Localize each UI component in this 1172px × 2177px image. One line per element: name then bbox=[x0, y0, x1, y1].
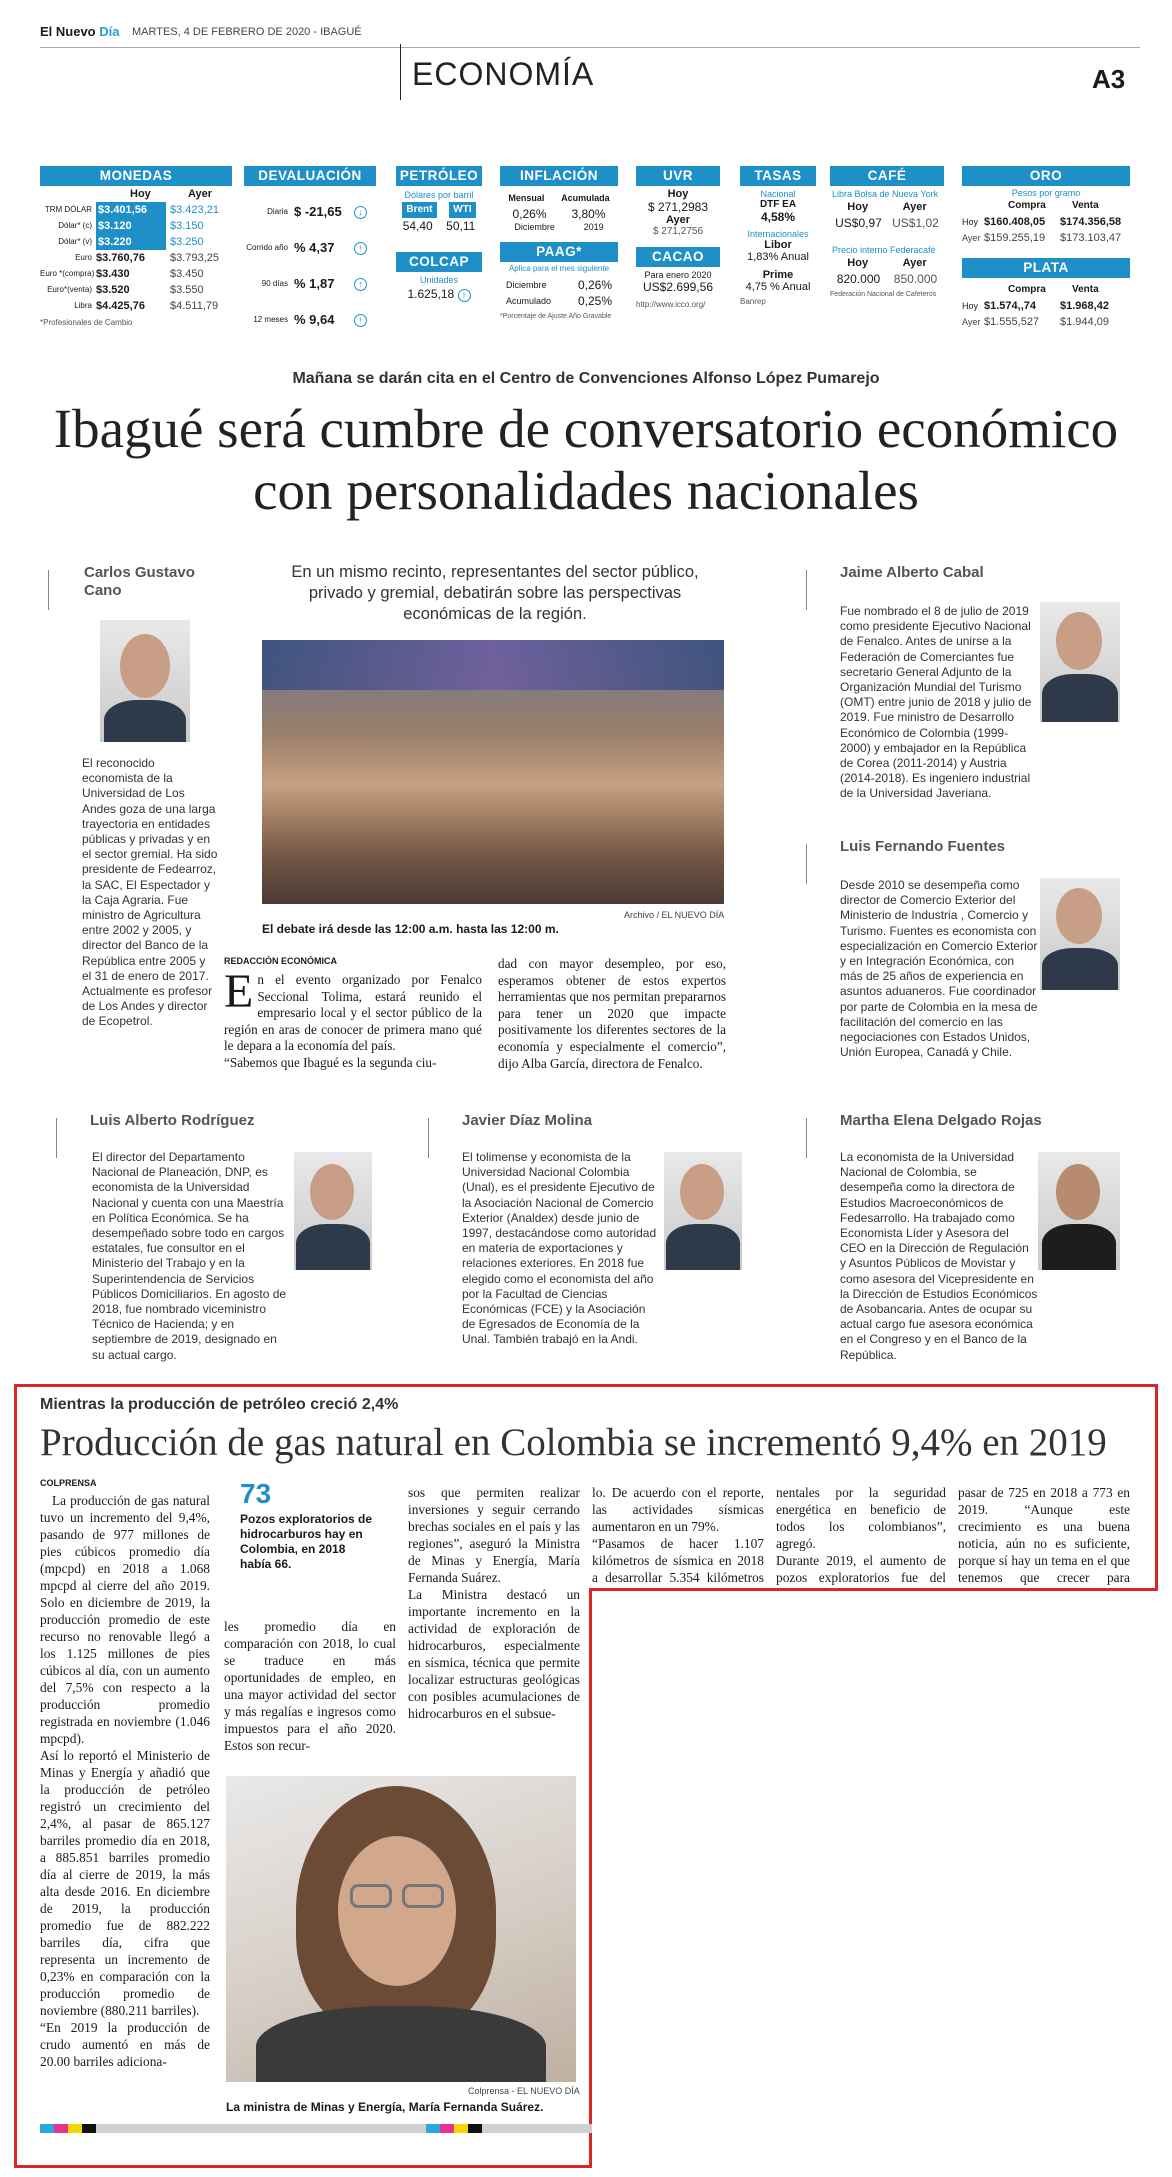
gas-col-4: lo. De acuerdo con el reporte, las actividades sísmicas aumentaron en un 79%. “Pasamos de hacer 1.107 kilómetros de sísmica en 2018 a desarrollar 5.354 kilómetros bbox=[592, 1485, 764, 1585]
monedas-row-hoy: $3.120 bbox=[96, 218, 166, 234]
monedas-row-hoy: $3.760,76 bbox=[96, 252, 145, 264]
cafe-ayer2-label: Ayer bbox=[902, 257, 927, 269]
cafe-hoy2-label: Hoy bbox=[847, 257, 869, 269]
cafe-ayer2: 850.000 bbox=[893, 272, 938, 286]
paag-r1: 0,26% bbox=[577, 278, 612, 292]
profile-name-delgado: Martha Elena Delgado Rojas bbox=[840, 1112, 1042, 1129]
cafe-panel bbox=[830, 166, 944, 352]
monedas-row bbox=[40, 234, 232, 250]
article-col-1-text: n el evento organizado por Fenalco Seccional Tolima, estará reunido el empresario local y el sector público de la región en aras de conocer de primera mano qué le depara a la economía del país. “Sabemos que Ibagué es la segunda ciu- bbox=[224, 972, 482, 1070]
brent-label: Brent bbox=[402, 202, 436, 218]
box-border-segment bbox=[592, 1588, 1158, 1591]
tasas-prime-label: Prime bbox=[762, 269, 794, 281]
cafe-hoy2: 820.000 bbox=[836, 272, 881, 286]
cafe-hoy-label: Hoy bbox=[847, 201, 869, 213]
newspaper-logo: El Nuevo Día bbox=[40, 24, 120, 39]
oro-hoy-venta: $174.356,58 bbox=[1060, 216, 1122, 228]
avatar-delgado bbox=[1038, 1152, 1120, 1270]
devaluacion-table bbox=[244, 186, 376, 338]
minister-photo-credit: Colprensa - EL NUEVO DÍA bbox=[468, 2086, 580, 2096]
plata-ayer-venta: $1.944,09 bbox=[1060, 316, 1109, 328]
tasas-libor-label: Libor bbox=[764, 239, 792, 251]
uvr-ayer: $ 271,2756 bbox=[652, 226, 704, 237]
page-number: A3 bbox=[1092, 64, 1126, 94]
profile-name-rodriguez: Luis Alberto Rodríguez bbox=[90, 1112, 255, 1129]
main-headline: Ibagué será cumbre de conversatorio económico con personalidades nacionales bbox=[53, 398, 1119, 521]
cafe-sub2: Precio interno Federacafé bbox=[832, 245, 936, 255]
gas-stat-text: Pozos exploratorios de hidrocarburos hay en Colombia, en 2018 había 66. bbox=[240, 1512, 373, 1571]
monedas-row-ayer: $4.511,79 bbox=[170, 300, 219, 312]
photo-credit: Archivo / EL NUEVO DÍA bbox=[624, 910, 725, 920]
oro-panel bbox=[962, 166, 1130, 352]
uvr-ayer-label: Ayer bbox=[665, 214, 691, 226]
monedas-row bbox=[40, 202, 232, 218]
devaluacion-row-value: % 1,87 bbox=[294, 276, 335, 291]
print-color-bar bbox=[40, 2124, 592, 2133]
inflacion-panel bbox=[500, 166, 618, 352]
inflacion-mensual: 0,26% bbox=[512, 207, 547, 221]
monedas-row-ayer: $3.793,25 bbox=[170, 252, 219, 264]
bracket-decoration bbox=[56, 1118, 70, 1158]
wti-label: WTI bbox=[449, 202, 475, 218]
inflacion-anio: 2019 bbox=[583, 222, 604, 232]
arrow-up-icon: ↑ bbox=[354, 314, 367, 327]
devaluacion-row-value: $ -21,65 bbox=[294, 204, 342, 219]
cafe-ayer: US$1,02 bbox=[892, 216, 939, 230]
paag-r2-label: Acumulado bbox=[506, 296, 552, 306]
oro-ayer-compra: $159.255,19 bbox=[984, 232, 1046, 244]
devaluacion-panel bbox=[244, 166, 376, 352]
profile-name-cabal: Jaime Alberto Cabal bbox=[840, 564, 984, 581]
petroleo-sub: Dólares por barril bbox=[404, 190, 474, 200]
inflacion-acumulada: 3,80% bbox=[571, 207, 606, 221]
bracket-decoration bbox=[806, 1118, 820, 1158]
paag-title: PAAG* bbox=[500, 242, 618, 262]
monedas-row-hoy: $3.220 bbox=[96, 234, 166, 250]
plata-ayer-compra: $1.555,527 bbox=[984, 316, 1040, 328]
colcap-title: COLCAP bbox=[396, 252, 482, 272]
monedas-row-label: Dólar* (c) bbox=[58, 221, 92, 230]
monedas-row bbox=[40, 218, 232, 234]
monedas-row-ayer: $3.150 bbox=[170, 220, 204, 232]
gas-col-2: les promedio día en comparación con 2018, lo cual se traduce en más oportunidades de empleo, en una mayor actividad del sector y más regalías e ingresos como impuestos para el año 2020. Estos son recur- bbox=[224, 1619, 396, 1753]
petroleo-panel bbox=[396, 166, 482, 352]
petroleo-title: PETRÓLEO bbox=[396, 166, 482, 186]
oro-hoy-label: Hoy bbox=[962, 217, 979, 227]
devaluacion-row-value: % 4,37 bbox=[294, 240, 335, 255]
devaluacion-title: DEVALUACIÓN bbox=[244, 166, 376, 186]
gas-stat-number: 73 bbox=[240, 1478, 272, 1509]
devaluacion-row-label: 90 días bbox=[261, 279, 288, 288]
gas-kicker: Mientras la producción de petróleo creció 2,4% bbox=[40, 1396, 399, 1413]
minister-photo bbox=[226, 1776, 576, 2082]
gas-col-6: pasar de 725 en 2018 a 773 en 2019. “Aunque este crecimiento es una buena noticia, aún no es suficiente, porque sí hay un tema en el que tenemos que crecer para bbox=[958, 1485, 1130, 1585]
monedas-row-ayer: $3.250 bbox=[170, 236, 204, 248]
profile-name-cano: Carlos Gustavo Cano bbox=[84, 564, 195, 599]
devaluacion-row-label: Diaria bbox=[267, 207, 288, 216]
tasas-dtf-value: 4,58% bbox=[760, 210, 796, 224]
colcap-value: 1.625,18 bbox=[407, 287, 455, 301]
bracket-decoration bbox=[48, 570, 62, 610]
gas-byline: COLPRENSA bbox=[40, 1478, 97, 1488]
uvr-hoy-label: Hoy bbox=[667, 188, 689, 200]
monedas-col-ayer: Ayer bbox=[188, 188, 213, 200]
monedas-row-label: TRM DÓLAR bbox=[44, 205, 92, 214]
cafe-title: CAFÉ bbox=[830, 166, 944, 186]
monedas-row-ayer: $3.423,21 bbox=[170, 204, 219, 216]
monedas-note: *Profesionales de Cambio bbox=[40, 318, 133, 327]
devaluacion-row-label: Corrido año bbox=[246, 243, 288, 252]
section-title: ECONOMÍA bbox=[412, 56, 595, 92]
tasas-intl: Internacionales bbox=[747, 229, 809, 239]
arrow-up-icon: ↑ bbox=[458, 289, 471, 302]
inflacion-mensual-label: Mensual bbox=[508, 193, 545, 203]
gas-col-5: nentales por la seguridad energética en beneficio de todos los colombianos”, agregó. Durante 2019, el aumento de pozos exploratorios fue del bbox=[776, 1485, 946, 1585]
devaluacion-row bbox=[244, 230, 376, 266]
tasas-panel bbox=[740, 166, 816, 352]
monedas-table bbox=[40, 202, 232, 314]
monedas-row-label: Euro *(compra) bbox=[40, 269, 95, 278]
uvr-title: UVR bbox=[636, 166, 720, 186]
monedas-row-label: Euro bbox=[75, 253, 92, 262]
monedas-row bbox=[40, 298, 232, 314]
oro-ayer-label: Ayer bbox=[962, 233, 981, 243]
avatar-rodriguez bbox=[294, 1152, 372, 1270]
gas-headline: Producción de gas natural en Colombia se incrementó 9,4% en 2019 bbox=[40, 1421, 1107, 1464]
avatar-diaz bbox=[664, 1152, 742, 1270]
cafe-sub: Libra Bolsa de Nueva York bbox=[832, 189, 939, 199]
cafe-note: Federación Nacional de Cafeteros bbox=[830, 291, 937, 298]
main-deck: En un mismo recinto, representantes del sector público, privado y gremial, debatirán sobre las perspectivas económicas de la región. bbox=[291, 563, 699, 623]
profile-name-diaz: Javier Díaz Molina bbox=[462, 1112, 593, 1129]
tasas-nacional: Nacional bbox=[760, 189, 796, 199]
oro-title: ORO bbox=[962, 166, 1130, 186]
plata-venta-label: Venta bbox=[1072, 284, 1099, 295]
profile-text-diaz: El tolimense y economista de la Universidad Nacional Colombia (Unal), es el presidente Ejecutivo de la Asociación Nacional de Comercio Exterior (Analdex) desde junio de 1997, destacándose como autoridad en materia de exportaciones y relaciones exteriores. En 2018 fue elegido como el economista del año por la Facultad de Ciencias Económicas (FCE) y la Asociación de Egresados de Economía de la Unal. También trabajó en la Andi. bbox=[462, 1150, 657, 1347]
issue-date: MARTES, 4 DE FEBRERO DE 2020 - IBAGUÉ bbox=[132, 26, 362, 38]
monedas-row-label: Libra bbox=[74, 301, 92, 310]
cacao-value: US$2.699,56 bbox=[642, 280, 714, 294]
event-photo bbox=[262, 640, 724, 904]
devaluacion-row-label: 12 meses bbox=[253, 315, 288, 324]
paag-r1-label: Diciembre bbox=[506, 280, 547, 290]
monedas-row-ayer: $3.550 bbox=[170, 284, 204, 296]
tasas-note: Banrep bbox=[740, 297, 766, 306]
article-col-2: dad con mayor desempleo, por eso, esperamos obtener de estos expertos herramientas que nos permitan prepararnos para tener un 2020 que impacte positivamente los diferentes sectores de la economía y especialmente el comercio”, dijo Alba García, directora de Fenalco. bbox=[498, 956, 726, 1071]
bracket-decoration bbox=[806, 570, 820, 610]
monedas-title: MONEDAS bbox=[40, 166, 232, 186]
uvr-panel bbox=[636, 166, 720, 352]
arrow-up-icon: ↑ bbox=[354, 242, 367, 255]
tasas-dtf-label: DTF EA bbox=[759, 199, 797, 210]
monedas-row-hoy: $3.401,56 bbox=[96, 202, 166, 218]
paag-note: *Porcentaje de Ajuste Año Gravable bbox=[500, 313, 612, 320]
box-border-segment bbox=[589, 1588, 592, 2168]
monedas-row-hoy: $3.520 bbox=[96, 284, 130, 296]
article-col-1 bbox=[224, 965, 482, 1072]
dropcap: E bbox=[224, 965, 254, 1018]
profile-text-cabal: Fue nombrado el 8 de julio de 2019 como presidente Ejecutivo Nacional de Fenalco. Antes de unirse a la Federación de Comerciantes fue secretario General Adjunto de la Organización Mundial del Turismo (OMT) entre junio de 2018 y julio de 2019. Fue ministro de Desarrollo Económico de Colombia (1999-2000) y embajador en la República de Corea (2011-2014) y Austria (2014-2018). Es ingeniero industrial de la Universidad Javeriana. bbox=[840, 604, 1032, 801]
plata-title: PLATA bbox=[962, 258, 1130, 278]
monedas-row-label: Euro*(venta) bbox=[47, 285, 92, 294]
profile-text-rodriguez: El director del Departamento Nacional de Planeación, DNP, es economista de la Universidad Nacional y cuenta con una Maestría en Política Económica. Se ha desempeñado sobre todo en cargos estatales, fue consultor en el Ministerio del Trabajo y en la Superintendencia de Servicios Públicos Domiciliarios. En agosto de 2018, fue nombrado viceministro Técnico de Hacienda; y en septiembre de 2019, designado en su actual cargo. bbox=[92, 1150, 287, 1362]
main-kicker: Mañana se darán cita en el Centro de Convenciones Alfonso López Pumarejo bbox=[292, 370, 880, 387]
minister-photo-caption: La ministra de Minas y Energía, María Fernanda Suárez. bbox=[226, 2100, 544, 2114]
tasas-title: TASAS bbox=[740, 166, 816, 186]
monedas-row bbox=[40, 282, 232, 298]
cacao-title: CACAO bbox=[636, 247, 720, 267]
spacer bbox=[592, 1484, 764, 1584]
bracket-decoration bbox=[806, 844, 820, 884]
monedas-row-ayer: $3.450 bbox=[170, 268, 204, 280]
monedas-row bbox=[40, 250, 232, 266]
monedas-row-label: Dólar* (v) bbox=[58, 237, 92, 246]
wti-value: 50,11 bbox=[446, 219, 476, 233]
colcap-value-row bbox=[396, 287, 482, 302]
paag-sub: Aplica para el mes siguiente bbox=[508, 264, 610, 273]
cafe-ayer-label: Ayer bbox=[902, 201, 927, 213]
inflacion-acumulada-label: Acumulada bbox=[561, 193, 610, 203]
monedas-col-hoy: Hoy bbox=[130, 188, 151, 200]
avatar-cano bbox=[100, 620, 190, 742]
oro-venta-label: Venta bbox=[1072, 200, 1099, 211]
devaluacion-row-value: % 9,64 bbox=[294, 312, 335, 327]
oro-ayer-venta: $173.103,47 bbox=[1060, 232, 1122, 244]
monedas-panel bbox=[40, 166, 232, 352]
monedas-row bbox=[40, 266, 232, 282]
gas-col-3: sos que permiten realizar inversiones y seguir cerrando brechas sociales en el país y las regiones”, aseguró la Ministra de Minas y Energía, María Fernanda Suárez. La Ministra destacó un importante incremento en la actividad de exploración de hidrocarburos, especialmente en sísmica, técnica que permite localizar estructuras geológicas con posibles acumulaciones de hidrocarburos en el subsue- bbox=[408, 1485, 580, 1721]
section-divider bbox=[400, 44, 401, 100]
profile-text-cano: El reconocido economista de la Universidad de Los Andes goza de una larga trayectoria en entidades públicas y privadas y en el sector gremial. Ha sido presidente de Fedearroz, la SAC, El Espectador y la Caja Agraria. Fue ministro de Agricultura entre 2002 y 2005, y director del Banco de la República entre 2005 y el 31 de enero de 2017. Actualmente es profesor de Los Andes y director de Ecopetrol. bbox=[82, 756, 218, 1029]
plata-ayer-label: Ayer bbox=[962, 317, 981, 327]
layout-cutout bbox=[592, 1588, 1158, 2168]
inflacion-title: INFLACIÓN bbox=[500, 166, 618, 186]
paag-r2: 0,25% bbox=[577, 294, 612, 308]
colcap-sub: Unidades bbox=[419, 275, 459, 285]
avatar-cabal bbox=[1040, 602, 1120, 722]
oro-compra-label: Compra bbox=[1008, 200, 1046, 211]
plata-hoy-compra: $1.574,,74 bbox=[984, 300, 1036, 312]
masthead-strip bbox=[40, 24, 1140, 48]
oro-sub: Pesos por gramo bbox=[1011, 188, 1081, 198]
monedas-row-hoy: $3.430 bbox=[96, 268, 130, 280]
devaluacion-row bbox=[244, 266, 376, 302]
profile-name-fuentes: Luis Fernando Fuentes bbox=[840, 838, 1006, 855]
cacao-note: http://www.icco.org/ bbox=[636, 300, 706, 309]
byline: REDACCIÓN ECONÓMICA bbox=[224, 956, 338, 966]
plata-compra-label: Compra bbox=[1008, 284, 1046, 295]
gas-col-1: La producción de gas natural tuvo un incremento del 9,4%, pasando de 977 millones de pies cúbicos promedio día (mpcpd) en 2018 a 1.068 mpcpd al cierre del año 2019. Solo en diciembre de 2019, la producción promedio de este recurso no renovable llegó a los 1.125 millones de pies cúbicos al día, con un aumento del 7,5% con respecto a la producción promedio registrada en noviembre (1.046 mpcpd). Así lo reportó el Ministerio de Minas y Energía y añadió que la producción de petróleo registró un crecimiento del 2,4%, al pasar de 865.127 barriles promedio día en 2018, a 885.851 barriles promedio día al cierre de 2019, la más alta desde 2016. En diciembre de 2019, la producción promedio fue de 882.222 barriles día, cifra que representa un incremento de 0,23% en comparación con la producción promedio de noviembre (880.211 barriles). “En 2019 la producción de crudo aumentó en más de 20.00 barriles adiciona- bbox=[40, 1493, 210, 2069]
tasas-prime-value: 4,75 % Anual bbox=[745, 281, 811, 293]
tasas-libor-value: 1,83% Anual bbox=[747, 251, 809, 263]
uvr-hoy: $ 271,2983 bbox=[647, 200, 709, 214]
arrow-down-icon: ↓ bbox=[354, 206, 367, 219]
plata-hoy-venta: $1.968,42 bbox=[1060, 300, 1109, 312]
cafe-hoy: US$0,97 bbox=[835, 216, 882, 230]
devaluacion-row bbox=[244, 194, 376, 230]
inflacion-mes: Diciembre bbox=[514, 222, 555, 232]
oro-hoy-compra: $160.408,05 bbox=[984, 216, 1046, 228]
bracket-decoration bbox=[428, 1118, 442, 1158]
brent-value: 54,40 bbox=[402, 219, 433, 233]
devaluacion-row bbox=[244, 302, 376, 338]
arrow-up-icon: ↑ bbox=[354, 278, 367, 291]
profile-text-delgado: La economista de la Universidad Nacional de Colombia, se desempeña como la directora de Estudios Macroeconómicos de Fedesarrollo. Ha trabajado como Economista Líder y Asesora del CEO en la Dirección de Regulación y Asuntos Públicos de Movistar y como asesora del Vicepresidente en la Dirección de Estudios Económicos de Asobancaria. Antes de ocupar su actual cargo fue asesora económica en el Congreso y en el Banco de la República. bbox=[840, 1150, 1038, 1362]
stage-lights bbox=[262, 640, 724, 690]
plata-hoy-label: Hoy bbox=[962, 301, 979, 311]
avatar-fuentes bbox=[1040, 878, 1120, 990]
cacao-sub: Para enero 2020 bbox=[644, 270, 712, 280]
photo-caption: El debate irá desde las 12:00 a.m. hasta las 12:00 m. bbox=[262, 922, 559, 936]
profile-text-fuentes: Desde 2010 se desempeña como director de Comercio Exterior del Ministerio de Industria , Comercio y Turismo. Fuentes es economista con especialización en Comercio Exterior y en Integración Económica, con más de 25 años de experiencia en asuntos aduaneros. Fue coordinador por parte de Colombia en la mesa de facilitación del comercio en las negociaciones con Estados Unidos, Unión Europea, Canadá y Chile. bbox=[840, 878, 1038, 1060]
monedas-row-hoy: $4.425,76 bbox=[96, 300, 145, 312]
